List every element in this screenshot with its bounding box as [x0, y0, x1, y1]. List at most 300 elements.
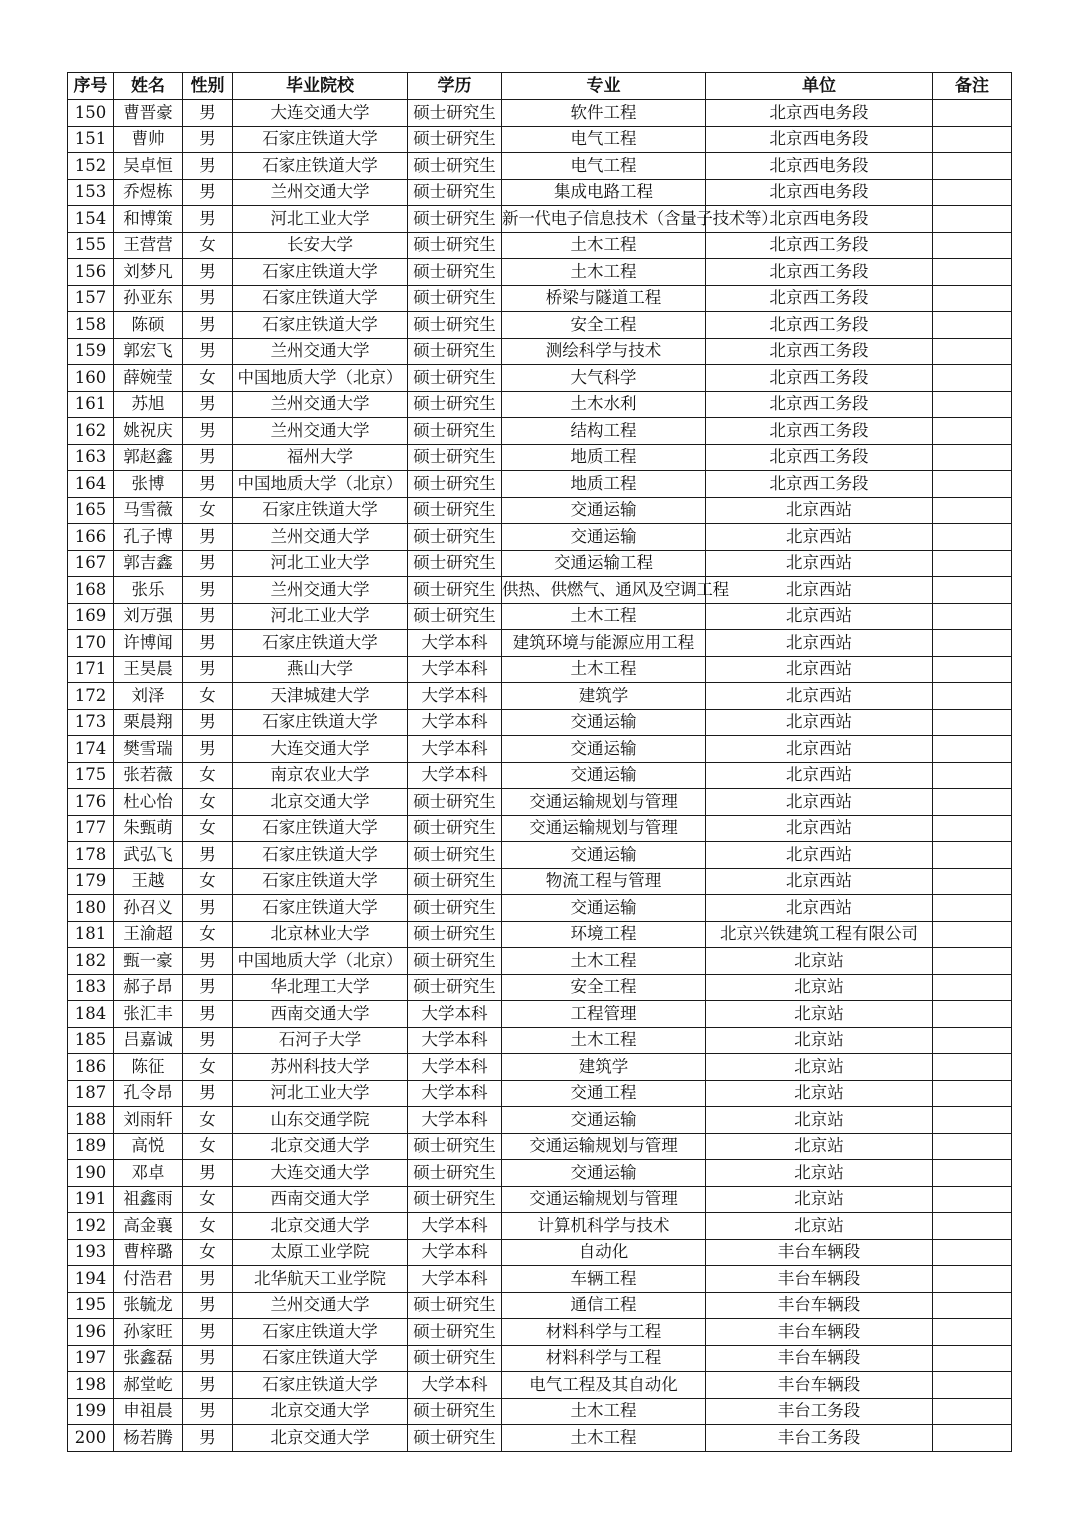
cell-school: 河北工业大学: [233, 550, 408, 577]
cell-remarks: [933, 1133, 1012, 1160]
cell-major: 物流工程与管理: [502, 868, 706, 895]
cell-degree: 硕士研究生: [408, 1319, 502, 1346]
cell-remarks: [933, 815, 1012, 842]
cell-name: 张毓龙: [114, 1292, 183, 1319]
cell-index: 196: [68, 1319, 114, 1346]
cell-index: 180: [68, 895, 114, 922]
cell-major: 交通运输规划与管理: [502, 789, 706, 816]
cell-unit: 丰台车辆段: [706, 1266, 933, 1293]
cell-index: 194: [68, 1266, 114, 1293]
cell-degree: 大学本科: [408, 630, 502, 657]
cell-major: 交通运输规划与管理: [502, 1133, 706, 1160]
cell-school: 兰州交通大学: [233, 391, 408, 418]
cell-major: 交通运输: [502, 762, 706, 789]
cell-gender: 男: [183, 1425, 233, 1452]
cell-school: 石家庄铁道大学: [233, 126, 408, 153]
cell-name: 张汇丰: [114, 1001, 183, 1028]
cell-major: 土木工程: [502, 232, 706, 259]
table-row: [68, 974, 1012, 1001]
cell-name: 曹晋豪: [114, 100, 183, 127]
cell-school: 大连交通大学: [233, 1160, 408, 1187]
cell-degree: 硕士研究生: [408, 206, 502, 233]
cell-index: 183: [68, 974, 114, 1001]
table-row: [68, 497, 1012, 524]
cell-unit: 北京站: [706, 974, 933, 1001]
cell-gender: 女: [183, 762, 233, 789]
cell-major: 建筑环境与能源应用工程: [502, 630, 706, 657]
cell-degree: 大学本科: [408, 1213, 502, 1240]
cell-remarks: [933, 656, 1012, 683]
table-row: [68, 1319, 1012, 1346]
table-row: [68, 126, 1012, 153]
cell-index: 175: [68, 762, 114, 789]
cell-degree: 硕士研究生: [408, 577, 502, 604]
table-row: [68, 232, 1012, 259]
cell-gender: 男: [183, 259, 233, 286]
cell-unit: 北京站: [706, 1080, 933, 1107]
cell-unit: 北京西站: [706, 656, 933, 683]
cell-index: 173: [68, 709, 114, 736]
cell-remarks: [933, 789, 1012, 816]
cell-remarks: [933, 1027, 1012, 1054]
cell-unit: 北京西站: [706, 550, 933, 577]
cell-remarks: [933, 444, 1012, 471]
cell-major: 交通运输工程: [502, 550, 706, 577]
cell-index: 188: [68, 1107, 114, 1134]
cell-gender: 女: [183, 789, 233, 816]
cell-major: 通信工程: [502, 1292, 706, 1319]
cell-gender: 女: [183, 1133, 233, 1160]
cell-school: 北京交通大学: [233, 1213, 408, 1240]
table-row: [68, 683, 1012, 710]
cell-major: 土木工程: [502, 1425, 706, 1452]
cell-school: 北华航天工业学院: [233, 1266, 408, 1293]
cell-unit: 北京西工务段: [706, 365, 933, 392]
cell-degree: 硕士研究生: [408, 285, 502, 312]
cell-degree: 硕士研究生: [408, 418, 502, 445]
cell-index: 190: [68, 1160, 114, 1187]
cell-unit: 北京西电务段: [706, 126, 933, 153]
cell-index: 174: [68, 736, 114, 763]
cell-gender: 男: [183, 471, 233, 498]
cell-index: 179: [68, 868, 114, 895]
cell-index: 185: [68, 1027, 114, 1054]
cell-degree: 硕士研究生: [408, 1425, 502, 1452]
cell-remarks: [933, 1398, 1012, 1425]
cell-name: 刘梦凡: [114, 259, 183, 286]
cell-school: 西南交通大学: [233, 1001, 408, 1028]
cell-index: 151: [68, 126, 114, 153]
cell-major: 土木工程: [502, 1398, 706, 1425]
cell-degree: 硕士研究生: [408, 1186, 502, 1213]
cell-remarks: [933, 1319, 1012, 1346]
cell-major: 桥梁与隧道工程: [502, 285, 706, 312]
cell-unit: 北京西站: [706, 683, 933, 710]
cell-school: 石家庄铁道大学: [233, 1372, 408, 1399]
cell-unit: 北京站: [706, 1054, 933, 1081]
cell-unit: 北京西工务段: [706, 338, 933, 365]
cell-name: 王昊晨: [114, 656, 183, 683]
cell-school: 北京交通大学: [233, 1425, 408, 1452]
cell-index: 191: [68, 1186, 114, 1213]
table-row: [68, 1160, 1012, 1187]
cell-major: 结构工程: [502, 418, 706, 445]
cell-remarks: [933, 285, 1012, 312]
cell-school: 兰州交通大学: [233, 1292, 408, 1319]
cell-name: 孙家旺: [114, 1319, 183, 1346]
cell-degree: 硕士研究生: [408, 1160, 502, 1187]
cell-name: 刘万强: [114, 603, 183, 630]
cell-name: 张若薇: [114, 762, 183, 789]
table-row: [68, 179, 1012, 206]
cell-remarks: [933, 948, 1012, 975]
cell-remarks: [933, 1239, 1012, 1266]
table-row: [68, 100, 1012, 127]
cell-unit: 北京西站: [706, 709, 933, 736]
cell-gender: 男: [183, 736, 233, 763]
cell-unit: 丰台车辆段: [706, 1319, 933, 1346]
cell-degree: 大学本科: [408, 1027, 502, 1054]
cell-major: 大气科学: [502, 365, 706, 392]
cell-index: 187: [68, 1080, 114, 1107]
cell-index: 195: [68, 1292, 114, 1319]
cell-unit: 北京站: [706, 1027, 933, 1054]
table-row: [68, 709, 1012, 736]
cell-gender: 男: [183, 709, 233, 736]
cell-unit: 北京西电务段: [706, 153, 933, 180]
cell-degree: 硕士研究生: [408, 921, 502, 948]
cell-name: 付浩君: [114, 1266, 183, 1293]
table-row: [68, 789, 1012, 816]
cell-name: 王渝超: [114, 921, 183, 948]
cell-name: 孔令昂: [114, 1080, 183, 1107]
cell-degree: 大学本科: [408, 1239, 502, 1266]
cell-name: 武弘飞: [114, 842, 183, 869]
cell-remarks: [933, 232, 1012, 259]
cell-gender: 男: [183, 100, 233, 127]
cell-gender: 女: [183, 1239, 233, 1266]
cell-name: 吴卓恒: [114, 153, 183, 180]
cell-remarks: [933, 630, 1012, 657]
header-school: 毕业院校: [233, 73, 408, 100]
cell-school: 兰州交通大学: [233, 338, 408, 365]
cell-gender: 女: [183, 365, 233, 392]
cell-name: 孙召义: [114, 895, 183, 922]
cell-degree: 硕士研究生: [408, 1398, 502, 1425]
cell-index: 197: [68, 1345, 114, 1372]
cell-unit: 丰台工务段: [706, 1425, 933, 1452]
cell-gender: 男: [183, 948, 233, 975]
cell-major: 供热、供燃气、通风及空调工程: [502, 577, 706, 604]
cell-name: 马雪薇: [114, 497, 183, 524]
cell-major: 交通运输: [502, 1107, 706, 1134]
cell-unit: 北京西站: [706, 603, 933, 630]
cell-degree: 硕士研究生: [408, 100, 502, 127]
table-row: [68, 1054, 1012, 1081]
cell-unit: 北京西站: [706, 630, 933, 657]
cell-remarks: [933, 603, 1012, 630]
table-row: [68, 259, 1012, 286]
cell-school: 河北工业大学: [233, 1080, 408, 1107]
table-row: [68, 312, 1012, 339]
table-row: [68, 577, 1012, 604]
cell-name: 郝堂屹: [114, 1372, 183, 1399]
cell-school: 中国地质大学（北京）: [233, 365, 408, 392]
cell-school: 石家庄铁道大学: [233, 259, 408, 286]
cell-gender: 男: [183, 1080, 233, 1107]
cell-major: 车辆工程: [502, 1266, 706, 1293]
cell-name: 和博策: [114, 206, 183, 233]
cell-unit: 北京西站: [706, 762, 933, 789]
cell-name: 曹梓璐: [114, 1239, 183, 1266]
cell-index: 170: [68, 630, 114, 657]
cell-degree: 大学本科: [408, 1080, 502, 1107]
cell-unit: 北京站: [706, 1107, 933, 1134]
header-remarks: 备注: [933, 73, 1012, 100]
cell-school: 西南交通大学: [233, 1186, 408, 1213]
cell-school: 兰州交通大学: [233, 418, 408, 445]
cell-school: 石家庄铁道大学: [233, 842, 408, 869]
cell-degree: 大学本科: [408, 683, 502, 710]
cell-remarks: [933, 550, 1012, 577]
cell-name: 陈征: [114, 1054, 183, 1081]
cell-gender: 男: [183, 656, 233, 683]
table-row: [68, 471, 1012, 498]
cell-gender: 男: [183, 1345, 233, 1372]
table-row: [68, 391, 1012, 418]
cell-unit: 北京西站: [706, 577, 933, 604]
header-unit: 单位: [706, 73, 933, 100]
cell-gender: 女: [183, 868, 233, 895]
cell-gender: 女: [183, 1186, 233, 1213]
cell-school: 石家庄铁道大学: [233, 497, 408, 524]
cell-degree: 硕士研究生: [408, 868, 502, 895]
cell-unit: 北京西工务段: [706, 391, 933, 418]
cell-remarks: [933, 259, 1012, 286]
cell-school: 石家庄铁道大学: [233, 153, 408, 180]
table-row: [68, 365, 1012, 392]
cell-name: 乔煜栋: [114, 179, 183, 206]
cell-unit: 北京西工务段: [706, 471, 933, 498]
cell-school: 石家庄铁道大学: [233, 312, 408, 339]
cell-remarks: [933, 1054, 1012, 1081]
cell-major: 交通运输规划与管理: [502, 815, 706, 842]
cell-school: 大连交通大学: [233, 736, 408, 763]
cell-index: 166: [68, 524, 114, 551]
cell-unit: 丰台车辆段: [706, 1345, 933, 1372]
cell-index: 155: [68, 232, 114, 259]
cell-name: 郝子昂: [114, 974, 183, 1001]
cell-remarks: [933, 1001, 1012, 1028]
cell-name: 许博闻: [114, 630, 183, 657]
cell-unit: 北京站: [706, 1133, 933, 1160]
cell-gender: 男: [183, 1160, 233, 1187]
cell-index: 198: [68, 1372, 114, 1399]
table-row: [68, 444, 1012, 471]
cell-degree: 硕士研究生: [408, 471, 502, 498]
cell-index: 152: [68, 153, 114, 180]
cell-unit: 丰台工务段: [706, 1398, 933, 1425]
table-row: [68, 656, 1012, 683]
cell-degree: 硕士研究生: [408, 153, 502, 180]
cell-gender: 男: [183, 1027, 233, 1054]
cell-unit: 北京西工务段: [706, 285, 933, 312]
cell-major: 土木工程: [502, 948, 706, 975]
table-row: [68, 1213, 1012, 1240]
cell-unit: 北京西站: [706, 497, 933, 524]
cell-degree: 硕士研究生: [408, 444, 502, 471]
cell-degree: 硕士研究生: [408, 789, 502, 816]
cell-gender: 男: [183, 550, 233, 577]
cell-degree: 硕士研究生: [408, 259, 502, 286]
cell-index: 159: [68, 338, 114, 365]
cell-name: 张乐: [114, 577, 183, 604]
cell-name: 张鑫磊: [114, 1345, 183, 1372]
cell-index: 161: [68, 391, 114, 418]
cell-unit: 北京西站: [706, 736, 933, 763]
cell-gender: 男: [183, 1319, 233, 1346]
roster-table: [67, 72, 1012, 1452]
cell-name: 郭吉鑫: [114, 550, 183, 577]
cell-index: 158: [68, 312, 114, 339]
cell-gender: 男: [183, 1266, 233, 1293]
cell-gender: 男: [183, 338, 233, 365]
cell-degree: 硕士研究生: [408, 815, 502, 842]
cell-remarks: [933, 1292, 1012, 1319]
table-row: [68, 1080, 1012, 1107]
cell-gender: 女: [183, 1107, 233, 1134]
cell-name: 孔子博: [114, 524, 183, 551]
cell-name: 张博: [114, 471, 183, 498]
cell-name: 郭赵鑫: [114, 444, 183, 471]
cell-gender: 女: [183, 1213, 233, 1240]
cell-major: 交通运输: [502, 497, 706, 524]
table-row: [68, 285, 1012, 312]
cell-school: 河北工业大学: [233, 206, 408, 233]
cell-unit: 北京站: [706, 1160, 933, 1187]
table-row: [68, 921, 1012, 948]
header-major: 专业: [502, 73, 706, 100]
cell-unit: 北京站: [706, 1001, 933, 1028]
cell-degree: 硕士研究生: [408, 391, 502, 418]
cell-name: 陈硕: [114, 312, 183, 339]
cell-remarks: [933, 471, 1012, 498]
cell-remarks: [933, 1186, 1012, 1213]
cell-remarks: [933, 683, 1012, 710]
cell-degree: 大学本科: [408, 762, 502, 789]
cell-degree: 硕士研究生: [408, 126, 502, 153]
table-row: [68, 153, 1012, 180]
cell-gender: 男: [183, 206, 233, 233]
cell-index: 165: [68, 497, 114, 524]
cell-name: 刘泽: [114, 683, 183, 710]
cell-remarks: [933, 524, 1012, 551]
cell-major: 交通工程: [502, 1080, 706, 1107]
cell-gender: 男: [183, 312, 233, 339]
cell-name: 薛婉莹: [114, 365, 183, 392]
cell-gender: 女: [183, 921, 233, 948]
cell-major: 自动化: [502, 1239, 706, 1266]
cell-index: 200: [68, 1425, 114, 1452]
cell-remarks: [933, 842, 1012, 869]
cell-degree: 硕士研究生: [408, 1133, 502, 1160]
cell-remarks: [933, 921, 1012, 948]
cell-school: 华北理工大学: [233, 974, 408, 1001]
cell-degree: 硕士研究生: [408, 497, 502, 524]
cell-degree: 硕士研究生: [408, 842, 502, 869]
cell-name: 苏旭: [114, 391, 183, 418]
cell-remarks: [933, 762, 1012, 789]
cell-remarks: [933, 1425, 1012, 1452]
cell-remarks: [933, 577, 1012, 604]
cell-remarks: [933, 497, 1012, 524]
cell-name: 祖鑫雨: [114, 1186, 183, 1213]
cell-remarks: [933, 868, 1012, 895]
cell-major: 土木工程: [502, 603, 706, 630]
cell-school: 兰州交通大学: [233, 179, 408, 206]
cell-remarks: [933, 1372, 1012, 1399]
cell-degree: 硕士研究生: [408, 338, 502, 365]
cell-name: 杜心怡: [114, 789, 183, 816]
cell-gender: 女: [183, 232, 233, 259]
header-index: 序号: [68, 73, 114, 100]
cell-remarks: [933, 179, 1012, 206]
cell-name: 甄一豪: [114, 948, 183, 975]
table-row: [68, 1239, 1012, 1266]
cell-degree: 硕士研究生: [408, 603, 502, 630]
cell-major: 地质工程: [502, 471, 706, 498]
cell-gender: 男: [183, 1292, 233, 1319]
cell-unit: 北京西站: [706, 868, 933, 895]
cell-school: 燕山大学: [233, 656, 408, 683]
cell-remarks: [933, 709, 1012, 736]
cell-degree: 硕士研究生: [408, 974, 502, 1001]
cell-unit: 北京西工务段: [706, 232, 933, 259]
table-row: [68, 603, 1012, 630]
cell-major: 工程管理: [502, 1001, 706, 1028]
table-row: [68, 206, 1012, 233]
table-row: [68, 1133, 1012, 1160]
cell-index: 181: [68, 921, 114, 948]
cell-index: 177: [68, 815, 114, 842]
cell-name: 杨若腾: [114, 1425, 183, 1452]
cell-degree: 硕士研究生: [408, 550, 502, 577]
cell-remarks: [933, 1213, 1012, 1240]
cell-unit: 北京站: [706, 1186, 933, 1213]
table-row: [68, 550, 1012, 577]
table-row: [68, 418, 1012, 445]
cell-index: 160: [68, 365, 114, 392]
cell-unit: 北京西站: [706, 815, 933, 842]
cell-index: 186: [68, 1054, 114, 1081]
cell-major: 电气工程及其自动化: [502, 1372, 706, 1399]
cell-index: 150: [68, 100, 114, 127]
cell-major: 土木工程: [502, 1027, 706, 1054]
table-row: [68, 1292, 1012, 1319]
cell-school: 中国地质大学（北京）: [233, 948, 408, 975]
cell-gender: 男: [183, 1372, 233, 1399]
cell-school: 石家庄铁道大学: [233, 630, 408, 657]
cell-major: 建筑学: [502, 1054, 706, 1081]
cell-degree: 大学本科: [408, 1001, 502, 1028]
cell-major: 安全工程: [502, 974, 706, 1001]
cell-index: 189: [68, 1133, 114, 1160]
cell-major: 材料科学与工程: [502, 1345, 706, 1372]
cell-major: 土木工程: [502, 259, 706, 286]
cell-school: 兰州交通大学: [233, 524, 408, 551]
cell-major: 交通运输规划与管理: [502, 1186, 706, 1213]
cell-index: 199: [68, 1398, 114, 1425]
